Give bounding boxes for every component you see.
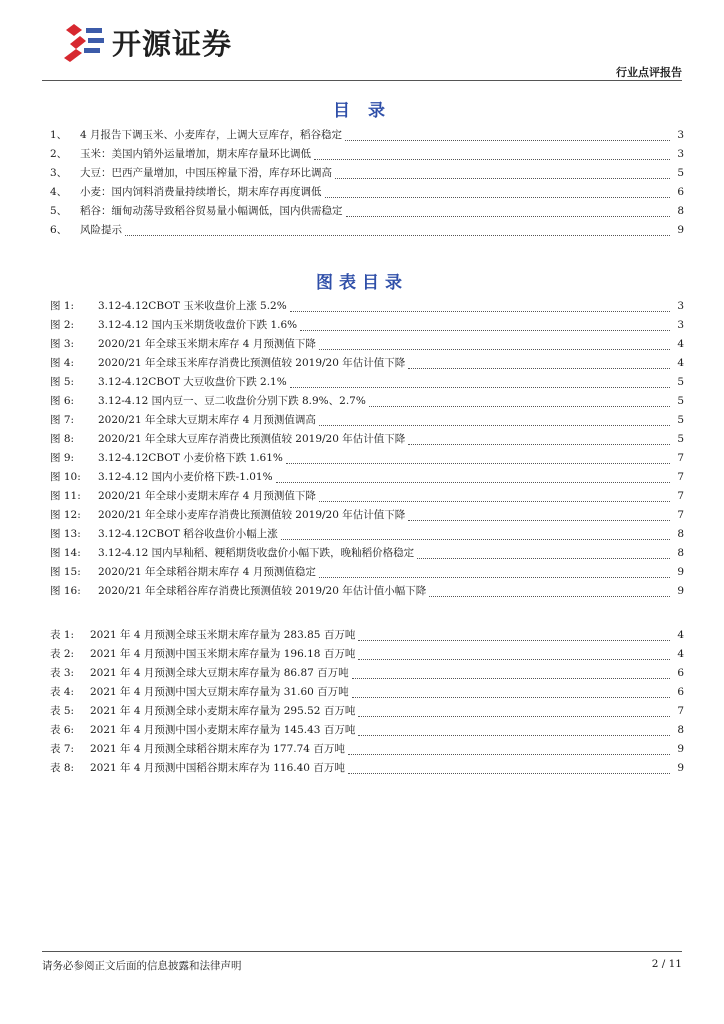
entry-page: 4 — [677, 357, 684, 369]
toc-list — [50, 126, 684, 240]
entry-page: 4 — [677, 629, 684, 641]
entry-page: 8 — [677, 205, 684, 217]
dot-leader — [358, 628, 670, 641]
entry-number: 4、 — [50, 186, 68, 198]
entry-title: 3.12-4.12 国内玉米期货收盘价下跌 1.6% — [98, 319, 298, 331]
entry-title: 2020/21 年全球稻谷库存消费比预测值较 2019/20 年估计值小幅下降 — [98, 585, 427, 597]
entry-title: 2020/21 年全球小麦期末库存 4 月预测值下降 — [98, 490, 316, 502]
figure-entry[interactable] — [50, 582, 684, 601]
dot-leader — [314, 147, 670, 160]
dot-leader — [345, 128, 670, 141]
entry-title: 3.12-4.12 国内早籼稻、粳稻期货收盘价小幅下跌，晚籼稻价格稳定 — [98, 547, 415, 559]
entry-title: 2020/21 年全球稻谷期末库存 4 月预测值稳定 — [98, 566, 316, 578]
entry-number: 图 11: — [50, 490, 81, 502]
entry-number: 图 5: — [50, 376, 75, 388]
dot-leader — [408, 432, 670, 445]
dot-leader — [319, 337, 670, 350]
entry-page: 9 — [677, 585, 684, 597]
company-logo — [62, 22, 232, 62]
entry-number: 表 3: — [50, 667, 75, 679]
dot-leader — [290, 375, 670, 388]
table-entry[interactable] — [50, 721, 684, 740]
entry-page: 6 — [677, 186, 684, 198]
table-entry[interactable] — [50, 664, 684, 683]
entry-page: 3 — [677, 300, 684, 312]
dot-leader — [346, 204, 671, 217]
entry-page: 9 — [677, 762, 684, 774]
entry-title: 2020/21 年全球玉米期末库存 4 月预测值下降 — [98, 338, 316, 350]
entry-page: 5 — [677, 433, 684, 445]
entry-title: 3.12-4.12CBOT 玉米收盘价上涨 5.2% — [98, 300, 287, 312]
entry-page: 7 — [677, 509, 684, 521]
entry-page: 9 — [677, 743, 684, 755]
figure-entry[interactable] — [50, 373, 684, 392]
entry-number: 图 16: — [50, 585, 81, 597]
entry-number: 图 14: — [50, 547, 81, 559]
table-entry[interactable] — [50, 626, 684, 645]
entry-page: 3 — [677, 148, 684, 160]
entry-page: 8 — [677, 547, 684, 559]
figures-title: 图表目录 — [316, 273, 408, 293]
dot-leader — [125, 223, 670, 236]
figure-entry[interactable] — [50, 506, 684, 525]
entry-number: 5、 — [50, 205, 68, 217]
entry-number: 图 10: — [50, 471, 81, 483]
toc-entry[interactable] — [50, 164, 684, 183]
entry-number: 图 15: — [50, 566, 81, 578]
dot-leader — [408, 356, 670, 369]
table-entry[interactable] — [50, 702, 684, 721]
page-number: 2 / 11 — [651, 958, 682, 970]
entry-title: 小麦：国内饲料消费量持续增长，期末库存再度调低 — [80, 186, 322, 198]
dot-leader — [348, 742, 670, 755]
entry-title: 4 月报告下调玉米、小麦库存，上调大豆库存，稻谷稳定 — [80, 129, 343, 141]
entry-title: 3.12-4.12 国内小麦价格下跌-1.01% — [98, 471, 273, 483]
entry-page: 7 — [677, 452, 684, 464]
entry-title: 2021 年 4 月预测中国大豆期末库存量为 31.60 百万吨 — [90, 686, 349, 698]
entry-title: 大豆：巴西产量增加，中国压榨量下滑，库存环比调高 — [80, 167, 332, 179]
entry-page: 5 — [677, 395, 684, 407]
entry-number: 图 2: — [50, 319, 75, 331]
figures-list — [50, 297, 684, 601]
figure-entry[interactable] — [50, 335, 684, 354]
entry-page: 9 — [677, 224, 684, 236]
dot-leader — [417, 546, 670, 559]
entry-page: 5 — [677, 167, 684, 179]
figure-entry[interactable] — [50, 354, 684, 373]
figure-entry[interactable] — [50, 392, 684, 411]
entry-title: 3.12-4.12 国内豆一、豆二收盘价分别下跌 8.9%、2.7% — [98, 395, 366, 407]
entry-title: 2021 年 4 月预测全球玉米期末库存量为 283.85 百万吨 — [90, 629, 356, 641]
entry-page: 5 — [677, 414, 684, 426]
logo-mark-icon — [62, 22, 106, 62]
entry-title: 2020/21 年全球玉米库存消费比预测值较 2019/20 年估计值下降 — [98, 357, 406, 369]
dot-leader — [408, 508, 670, 521]
entry-page: 4 — [677, 338, 684, 350]
dot-leader — [348, 761, 670, 774]
dot-leader — [358, 723, 670, 736]
entry-page: 6 — [677, 667, 684, 679]
entry-title: 2021 年 4 月预测全球小麦期末库存量为 295.52 百万吨 — [90, 705, 356, 717]
entry-page: 3 — [677, 319, 684, 331]
entry-title: 稻谷：缅甸动荡导致稻谷贸易量小幅调低，国内供需稳定 — [80, 205, 343, 217]
entry-number: 图 8: — [50, 433, 75, 445]
entry-page: 8 — [677, 528, 684, 540]
entry-page: 7 — [677, 471, 684, 483]
entry-page: 5 — [677, 376, 684, 388]
entry-number: 图 9: — [50, 452, 75, 464]
entry-number: 图 1: — [50, 300, 75, 312]
toc-entry[interactable] — [50, 183, 684, 202]
entry-page: 9 — [677, 566, 684, 578]
dot-leader — [335, 166, 670, 179]
entry-number: 图 12: — [50, 509, 81, 521]
entry-number: 2、 — [50, 148, 68, 160]
dot-leader — [290, 299, 670, 312]
tables-list — [50, 626, 684, 778]
dot-leader — [429, 584, 670, 597]
figure-entry[interactable] — [50, 468, 684, 487]
dot-leader — [369, 394, 670, 407]
dot-leader — [319, 565, 670, 578]
entry-number: 6、 — [50, 224, 68, 236]
figure-entry[interactable] — [50, 487, 684, 506]
figure-entry[interactable] — [50, 297, 684, 316]
figure-entry[interactable] — [50, 411, 684, 430]
entry-title: 2021 年 4 月预测中国小麦期末库存量为 145.43 百万吨 — [90, 724, 356, 736]
entry-title: 风险提示 — [80, 224, 122, 236]
figure-entry[interactable] — [50, 525, 684, 544]
entry-number: 1、 — [50, 129, 68, 141]
entry-title: 2021 年 4 月预测全球稻谷期末库存为 177.74 百万吨 — [90, 743, 345, 755]
entry-page: 6 — [677, 686, 684, 698]
entry-title: 2021 年 4 月预测中国玉米期末库存量为 196.18 百万吨 — [90, 648, 356, 660]
footer-divider — [42, 951, 682, 952]
entry-title: 3.12-4.12CBOT 大豆收盘价下跌 2.1% — [98, 376, 287, 388]
entry-title: 3.12-4.12CBOT 小麦价格下跌 1.61% — [98, 452, 283, 464]
dot-leader — [358, 647, 670, 660]
logo-text: 开源证券 — [112, 26, 233, 61]
footer-disclaimer: 请务必参阅正文后面的信息披露和法律声明 — [42, 960, 242, 972]
entry-page: 7 — [677, 490, 684, 502]
entry-number: 表 2: — [50, 648, 75, 660]
dot-leader — [286, 451, 670, 464]
entry-number: 表 4: — [50, 686, 75, 698]
toc-entry[interactable] — [50, 145, 684, 164]
toc-title: 目 录 — [333, 101, 391, 121]
entry-page: 3 — [677, 129, 684, 141]
entry-number: 3、 — [50, 167, 68, 179]
entry-number: 表 8: — [50, 762, 75, 774]
entry-number: 图 6: — [50, 395, 75, 407]
dot-leader — [358, 704, 670, 717]
dot-leader — [276, 470, 670, 483]
entry-number: 图 3: — [50, 338, 75, 350]
toc-entry[interactable] — [50, 202, 684, 221]
entry-page: 4 — [677, 648, 684, 660]
entry-title: 2020/21 年全球大豆库存消费比预测值较 2019/20 年估计值下降 — [98, 433, 406, 445]
entry-title: 2021 年 4 月预测中国稻谷期末库存为 116.40 百万吨 — [90, 762, 345, 774]
table-entry[interactable] — [50, 740, 684, 759]
toc-entry[interactable] — [50, 126, 684, 145]
dot-leader — [352, 685, 670, 698]
table-entry[interactable] — [50, 645, 684, 664]
table-entry[interactable] — [50, 683, 684, 702]
dot-leader — [352, 666, 670, 679]
dot-leader — [300, 318, 670, 331]
table-entry[interactable] — [50, 759, 684, 778]
entry-title: 3.12-4.12CBOT 稻谷收盘价小幅上涨 — [98, 528, 278, 540]
dot-leader — [319, 413, 670, 426]
entry-number: 表 7: — [50, 743, 75, 755]
toc-entry[interactable] — [50, 221, 684, 240]
figure-entry[interactable] — [50, 316, 684, 335]
figure-entry[interactable] — [50, 563, 684, 582]
header-divider — [42, 80, 682, 81]
entry-title: 2020/21 年全球小麦库存消费比预测值较 2019/20 年估计值下降 — [98, 509, 406, 521]
entry-title: 2020/21 年全球大豆期末库存 4 月预测值调高 — [98, 414, 316, 426]
dot-leader — [281, 527, 670, 540]
entry-number: 图 13: — [50, 528, 81, 540]
entry-page: 8 — [677, 724, 684, 736]
entry-page: 7 — [677, 705, 684, 717]
figure-entry[interactable] — [50, 430, 684, 449]
dot-leader — [319, 489, 670, 502]
report-type: 行业点评报告 — [616, 66, 682, 79]
figure-entry[interactable] — [50, 544, 684, 563]
entry-number: 表 1: — [50, 629, 75, 641]
entry-number: 图 7: — [50, 414, 75, 426]
dot-leader — [325, 185, 671, 198]
entry-title: 玉米：美国内销外运量增加，期末库存量环比调低 — [80, 148, 311, 160]
entry-number: 表 6: — [50, 724, 75, 736]
entry-number: 表 5: — [50, 705, 75, 717]
entry-title: 2021 年 4 月预测全球大豆期末库存量为 86.87 百万吨 — [90, 667, 349, 679]
figure-entry[interactable] — [50, 449, 684, 468]
entry-number: 图 4: — [50, 357, 75, 369]
